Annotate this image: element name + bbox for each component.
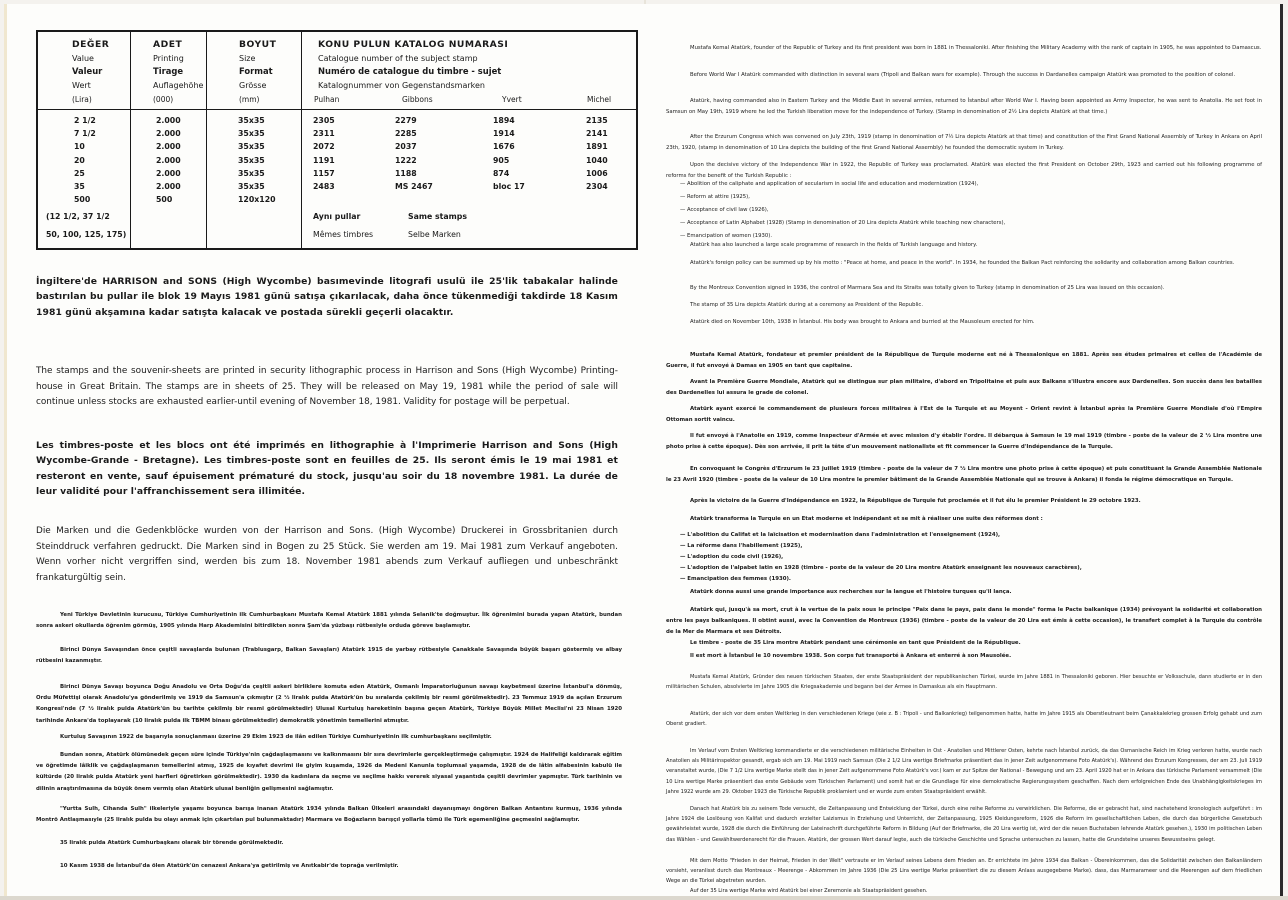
header-tr: KONU PULUN KATALOG NUMARASI	[318, 39, 509, 50]
cell-michel: 1006	[586, 168, 608, 178]
paragraph-text: Mustafa Kemal Atatürk, fondateur et premier président de la République de Turquie moderne est né à Thessalonique en 1881. Après ses études primaires et celles de l'Académie de Guerre, il fut envoyé à Damas en 1905 en tant que capitaine.	[666, 352, 1262, 369]
list-item	[680, 530, 1276, 541]
printing-info-de: Die Marken und die Gedenkblöcke wurden von der Harrison and Sons. (High Wycombe) Druckerei in Grossbritanien durch Steinddruck verfahren gedruckt. Die Marken sind in Bogen zu 25 Stück. Sie werden am 19. Mai 1981 zum Verkauf angeboten. Wenn vorher nicht vergriffen sind, werden bis zum 18. November 1981 abends zum Verkauf aufliegen und unbeschränkt frankaturgültig sein.	[36, 526, 618, 583]
paragraph-text: Im Verlauf vom Ersten Weltkrieg kommandierte er die verschiedenen militärische Einheiten in Ost - Anatolien und Mittlerer Osten, kehrte nach İstanbul zurück, da das Osmanische Reich im Krieg verloren hatte, wurde nach Anatolien als Militärinspektor gesandt, ergab sich am 19. Mai 1919 nach Samsun (Die 2 1/2 Lira wertige Briefmarke präsentiert das in jener Zeit aufgenommene Foto Atatürk's). Während des Erzurum Kongresses, der am 23. Juli 1919 veranstaltet wurde, (Die 7 1/2 Lira wertige Marke stellt das in jener Zeit aufgenommene Foto Atatürk's vor.) kam er zur Spitze der National - Bewegung und am 23. April 1920 hat er in Ankara das türkische Parlament versammelt (Die 10 Lira wertige Marke präsentiert das erste Gebäude vom Türkischen Parlament) und somit hat er die Grundlage für eine demokratische Regierungssystem geschaffen. Nach dem erfolgreichen Ende des Unabhängigkeitskrieges im Jahre 1922 wurde am 29. Oktober 1923 die Türkische Republik proklamiert und er wurde zum ersten Staatspräsident erwählt.	[666, 748, 1262, 795]
page-edge	[0, 896, 1288, 900]
paragraph-text: Atatürk transforma la Turquie en un Etat moderne et indépendant et se mit à réaliser une suite des réformes dont :	[690, 516, 1043, 522]
paragraph	[666, 638, 1262, 649]
paragraph-text: Birinci Dünya Savaşından önce çeşitli savaşlarda bulunan (Trablusgarp, Balkan Savaşları) Atatürk 1915 de yarbay rütbesiyle Çanakkale Savaşında büyük başarı göstermiş ve albay rütbesini kazanmıştır.	[36, 647, 622, 665]
column-size	[206, 32, 302, 248]
catalogue-col-pulhan: Pulhan	[314, 95, 340, 104]
paragraph-text: — Emancipation des femmes (1930).	[680, 576, 791, 582]
cell-printing: 2.000	[156, 142, 181, 152]
cell-gibbons: 2285	[395, 129, 417, 139]
cell-gibbons: 2279	[395, 116, 417, 125]
printing-info-en: The stamps and the souvenir-sheets are printed in security lithographic process in Harrison and Sons (High Wycombe) Printing-house in Great Britain. The stamps are in sheets of 25. They will be released on May 19, 1981 while the period of sale will continue unless stocks are exhausted earlier-until evening of November 18, 1981. Validity for postage will be perpetual.	[36, 366, 618, 407]
cell-value: 500	[74, 195, 91, 205]
paragraph-text: Upon the decisive victory of the Independence War in 1922, the Republic of Turkey was proclamated. Atatürk was elected the first President on October 29th, 1923 and carried out his following programme of reforms for the benefit of the Turkish Republic :	[666, 162, 1262, 179]
paragraph	[666, 886, 1262, 896]
printing-info-fr: Les timbres-poste et les blocs ont été imprimés en lithographie à l'Imprimerie Harrison and Sons (High Wycombe-Grande - Bretagne). Les timbres-poste sont en feuilles de 25. Ils seront émis le 19 mai 1981 et resteront en vente, sauf épuisement prématuré du stock, jusqu'au soir du 18 novembre 1981. La durée de leur validité pour l'affranchissement sera illimitée.	[36, 440, 618, 497]
paragraph	[36, 861, 622, 872]
same-stamps-tr: Aynı pullar	[313, 212, 361, 221]
cell-yvert: 1676	[493, 142, 515, 152]
list-item	[680, 179, 1276, 190]
list-item	[680, 218, 1276, 229]
paragraph	[36, 732, 622, 743]
cell-gibbons: 1188	[395, 168, 417, 178]
paragraph	[666, 651, 1262, 662]
cell-printing: 2.000	[156, 155, 181, 165]
paragraph	[666, 431, 1262, 453]
paragraph-text: — Acceptance of Latin Alphabet (1928) (Stamp in denomination of 20 Lira depicts Atatürk while teaching new characters),	[680, 220, 1006, 226]
paragraph-text: Auf der 35 Lira wertige Marke wird Atatürk bei einer Zeremonie als Staatspräsident gesehen.	[690, 888, 928, 894]
cell-michel: 2141	[586, 129, 608, 139]
paragraph	[666, 43, 1262, 54]
paragraph-text: Atatürk died on November 10th, 1938 in İstanbul. His body was brought to Ankara and burried at the Mausoleum erected for him.	[690, 319, 1035, 325]
paragraph-text: Avant la Première Guerre Mondiale, Atatürk qui se distingua sur plan militaire, d'abord en Tripolitaine et puis aux Balkans s'illustra encore aux Dardenelles. Son succès dans les batailles des Dardenelles lui assura le grade de colonel.	[666, 379, 1262, 396]
left-page	[4, 4, 647, 896]
paragraph-text: — Reform at attire (1925),	[680, 194, 750, 200]
list-item	[680, 574, 1276, 585]
list-item	[680, 205, 1276, 216]
cell-yvert: 1914	[493, 129, 515, 139]
cell-pulhan: 2305	[313, 116, 335, 125]
paragraph-text: — Abolition of the caliphate and application of secularism in social life and education and modernization (1924),	[680, 181, 979, 187]
paragraph-text: En convoquant le Congrès d'Erzurum le 23 juillet 1919 (timbre - poste de la valeur de 7 ½ Lira montre une photo prise à cette époque) et puis constituant la Grande Assemblée Nationale le 23 Avril 1920 (timbre - poste de la valeur de 10 Lira montre le premier bâtiment de la Grande Assemblée Nationale qui se trouve à Ankara) il fonda le régime démocratique en Turquie.	[666, 466, 1262, 483]
paragraph-text: "Yurtta Sulh, Cihanda Sulh" ilkeleriyle yaşamı boyunca barışa inanan Atatürk 1934 yılında Balkan Ülkeleri arasındaki dayanışmayı öngören Balkan Antantını kurmuş, 1936 yılında Montrö Antlaşmasıyle (25 liralık pulda bu olayı anmak için çıkartılan pul bulunmaktadır) Marmara ve Boğazların barışçıl yollarla tümü ile Türk egemenliğine geçmesini sağlamıştır.	[36, 806, 622, 824]
stamp-table	[36, 30, 638, 250]
paragraph	[666, 404, 1262, 426]
paragraph-text: — L'abolition du Califat et la laïcisation et modernisation dans l'administration et l'enseignement (1924),	[680, 532, 1001, 538]
cell-michel: 2135	[586, 116, 608, 125]
header-de: Katalognummer von Gegenstandsmarken	[318, 80, 486, 90]
cell-pulhan: 2311	[313, 129, 335, 139]
catalogue-col-michel: Michel	[587, 95, 612, 104]
cell-michel: 1891	[586, 142, 608, 152]
cell-pulhan: 1191	[313, 155, 335, 165]
cell-size: 35x35	[238, 155, 265, 165]
cell-size: 35x35	[238, 116, 265, 125]
paragraph-text: Atatürk donna aussi une grande importance aux recherches sur la langue et l'histoire turques qu'il lança.	[690, 589, 1012, 595]
cell-size: 35x35	[238, 129, 265, 139]
paragraph-text: Il fut envoyé à l'Anatolie en 1919, comme Inspecteur d'Armée et avec mission d'y établir l'ordre. Il débarqua à Samsun le 19 mai 1919 (timbre - poste de la valeur de 2 ½ Lira montre une photo prise à cette époque). Dès son arrivée, il prit la tête d'un mouvement nationaliste et fit commencer la Guerre d'Indépendance de la Turquie.	[666, 433, 1262, 450]
size-header	[239, 38, 276, 92]
column-printing	[130, 32, 207, 248]
header-tr: ADET	[153, 39, 183, 50]
paragraph-text: Atatürk ayant exercé le commandement de plusieurs forces militaires à l'Est de la Turquie et au Moyent - Orient revint à İstanbul après la Première Guerre Mondiale d'où l'Empire Ottoman sortit vaincu.	[666, 406, 1262, 423]
paragraph-text: Atatürk qui, jusqu'à sa mort, crut à la vertue de la paix sous le principe "Paix dans le pays, paix dans le monde" forma le Pacte balkanique (1934) prévoyant la solidarité et collaboration entre les pays balkaniques. Il obtint aussi, avec la Convention de Montreux (1936) (timbre - poste de la valeur de 20 Lira est émis à cette occasion), le transfert complet à la Turquie du contrôle de la Mer de Marmara et ses Détroits.	[666, 607, 1262, 635]
header-fr: Valeur	[72, 66, 103, 76]
header-fr: Numéro de catalogue du timbre - sujet	[318, 66, 502, 76]
header-en: Catalogue number of the subject stamp	[318, 53, 478, 63]
list-item	[680, 552, 1276, 563]
header-divider	[38, 109, 636, 110]
printing-header	[153, 38, 203, 92]
paragraph-text: Mustafa Kemal Atatürk, founder of the Republic of Turkey and its first president was born in 1881 in Thessaloniki. After finishing the Military Academy with the rank of captain in 1905, he was appointed to Damascus.	[690, 45, 1262, 51]
cell-pulhan: 1157	[313, 168, 335, 178]
paragraph	[666, 240, 1262, 251]
header-tr: DEĞER	[72, 39, 110, 50]
catalogue-header	[318, 38, 508, 92]
paragraph	[666, 132, 1262, 154]
list-item	[680, 563, 1276, 574]
paragraph-text: Après la victoire de la Guerre d'Indépendance en 1922, la République de Turquie fut proclamée et il fut élu le premier Président le 29 octobre 1923.	[690, 498, 1141, 504]
same-stamps-fr: Mêmes timbres	[313, 230, 374, 239]
cell-michel: 1040	[586, 155, 608, 165]
paragraph	[666, 605, 1262, 637]
cell-value: 20	[74, 155, 85, 165]
paragraph	[666, 804, 1262, 845]
paragraph-text: 35 liralık pulda Atatürk Cumhurbaşkanı olarak bir törende görülmektedir.	[60, 840, 284, 846]
cell-yvert: 905	[493, 155, 510, 165]
paragraph	[666, 856, 1262, 887]
paragraph	[666, 746, 1262, 797]
header-de: Wert	[72, 80, 91, 90]
header-tr: BOYUT	[239, 39, 277, 50]
printing-info-tr: İngiltere'de HARRISON and SONS (High Wycombe) basımevinde litografi usulü ile 25'lik tabakalar halinde bastırılan bu pullar ile blok 19 Mayıs 1981 günü satışa çıkarılacak, daha önce tükenmediği takdirde 18 Kasım 1981 günü akşamına kadar satışta kalacak ve postada sürekli geçerli olacaktır.	[36, 276, 618, 318]
cell-yvert: 1894	[493, 116, 515, 125]
paragraph	[666, 300, 1262, 311]
cell-value: 7 1/2	[74, 129, 96, 139]
paragraph-text: Mustafa Kemal Atatürk, Gründer des neuen türkischen Staates, der erste Staatspräsident der republikanischen Türkei, wurde im Jahre 1881 in Thessaloniki geboren. Hier besuchte er Volksschule, dann studierte er in den militärischen Schulen, absolvierte im Jahre 1905 die Kriegsakademie und begann bei der Armee in Damaskus als ein Hauptmann.	[666, 674, 1262, 691]
list-item	[680, 541, 1276, 552]
cell-pulhan: 2483	[313, 182, 335, 191]
same-stamps-de: Selbe Marken	[408, 230, 461, 239]
cell-gibbons: 1222	[395, 155, 417, 165]
paragraph	[666, 70, 1262, 81]
paragraph-text: Danach hat Atatürk bis zu seinem Tode versucht, die Zeitanpassung und Entwicklung der Türkei, durch eine reihe Reforme zu verwirklichen. Die Reforme, die er gebracht hat, sind nachstehend kronologisch aufgeführt : im Jahre 1924 die Loslösung von Kalifat und dadurch erzielter Laizismus in Erziehung und Unterricht, der Zeitanpassung, 1925 Kleidungsreform, 1926 die Reform im gesellschaftlichen Leben, die durch das bürgerliche Gesetzbuch gewährleistet wurde, 1928 die durch die Einführung der Lateinschrift durchgeführte Reform in Bildung (Auf der Briefmarke, die 20 Lira wertig ist, wird der die neuen Buchstaben lehrende Atatürk gesehen.), 1930 im politischen Leben das Wählen - und Gewähltwerdensrecht für die Frauen. Atatürk, der grossen Wert darauf legte, auch die türkische Geschichte und Sprache untersuchen zu lassen, hatte die Grundsteine unseres Bewusstseins gelegt.	[666, 806, 1262, 843]
header-de: Auflagehöhe	[153, 80, 204, 90]
paragraph	[666, 377, 1262, 399]
paragraph-text: Kurtuluş Savaşının 1922 de başarıyla sonuçlanması üzerine 29 Ekim 1923 de ilân edilen Türkiye Cumhuriyetinin ilk cumhurbaşkanı seçilmiştir.	[60, 734, 492, 740]
catalogue-col-gibbons: Gibbons	[402, 95, 433, 104]
paragraph	[36, 645, 622, 667]
header-fr: Tirage	[153, 66, 184, 76]
paragraph-text: The stamp of 35 Lira depicts Atatürk during at a ceremony as President of the Republic.	[690, 302, 924, 308]
cell-gibbons: MS 2467	[395, 182, 433, 191]
header-de: Grösse	[239, 80, 267, 90]
cell-value: 25	[74, 168, 85, 178]
paragraph	[666, 258, 1262, 269]
paragraph	[666, 317, 1262, 328]
cell-size: 35x35	[238, 182, 265, 191]
paragraph	[666, 672, 1262, 692]
paragraph-text: Le timbre - poste de 35 Lira montre Atatürk pendant une cérémonie en tant que Président de la République.	[690, 640, 1021, 646]
value-unit: (Lira)	[72, 95, 92, 104]
list-item	[680, 192, 1276, 203]
cell-yvert: bloc 17	[493, 182, 525, 191]
cell-printing: 500	[156, 195, 173, 205]
paragraph-text: Before World War I Atatürk commanded with distinction in several wars (Tripoli and Balkan wars for example). Through the success in Dardanelles campaign Atatürk was promoted to the position of colonel.	[690, 72, 1236, 78]
cell-size: 35x35	[238, 142, 265, 152]
header-en: Size	[239, 53, 256, 63]
paragraph-text: — La réforme dans l'habillement (1925),	[680, 543, 803, 549]
same-stamps-en: Same stamps	[408, 212, 467, 221]
paragraph	[666, 464, 1262, 486]
cell-printing: 2.000	[156, 168, 181, 178]
paragraph	[36, 610, 622, 632]
paragraph-text: Atatürk has also launched a large scale programme of research in the fields of Turkish language and history.	[690, 242, 978, 248]
cell-printing: 2.000	[156, 182, 181, 191]
paragraph	[666, 283, 1262, 294]
cell-pulhan: 2072	[313, 142, 335, 152]
paragraph-text: — L'adoption du code civil (1926),	[680, 554, 784, 560]
paragraph-text: Il est mort à İstanbul le 10 novembre 1938. Son corps fut transporté à Ankara et enterré à son Mausolée.	[690, 653, 1012, 659]
cell-size: 35x35	[238, 168, 265, 178]
paragraph	[36, 838, 622, 849]
paragraph-text: — L'adoption de l'alpabet latin en 1928 (timbre - poste de la valeur de 20 Lira montre Atatürk enseignant les nouveaux caractères),	[680, 565, 1082, 571]
paragraph	[666, 496, 1262, 507]
paragraph	[36, 750, 622, 795]
cell-michel: 2304	[586, 182, 608, 191]
paragraph-text: 10 Kasım 1938 de İstanbul'da ölen Atatürk'ün cenazesi Ankara'ya getirilmiş ve Anıtkabir'de toprağa verilmiştir.	[60, 863, 399, 869]
paragraph	[666, 96, 1262, 118]
paragraph-text: After the Erzurum Congress which was convened on July 23th, 1919 (stamp in denomination of 7½ Lira depicts Atatürk at that time) and constitution of the First Grand National Assembly of Turkey in Ankara on April 23th, 1920, (stamp in denomination of 10 Lira depicts the building of the first Grand National Assembly) he founded the democratic system in Turkey.	[666, 134, 1262, 151]
header-fr: Format	[239, 66, 273, 76]
paragraph-text: By the Montreux Convention signed in 1936, the control of Marmara Sea and its Straits was totally given to Turkey (stamp in denomination of 25 Lira was issued on this occasion).	[690, 285, 1165, 291]
paragraph	[36, 682, 622, 727]
paragraph	[666, 350, 1262, 372]
paragraph	[36, 804, 622, 826]
paragraph	[666, 587, 1262, 598]
cell-yvert: 874	[493, 168, 510, 178]
catalogue-col-yvert: Yvert	[502, 95, 522, 104]
paragraph	[666, 709, 1262, 729]
extra-values-line1: (12 1/2, 37 1/2	[46, 212, 110, 221]
header-en: Printing	[153, 53, 184, 63]
printing-unit: (000)	[153, 95, 174, 104]
cell-printing: 2.000	[156, 129, 181, 139]
cell-gibbons: 2037	[395, 142, 417, 152]
header-en: Value	[72, 53, 94, 63]
paragraph-text: — Acceptance of civil law (1926),	[680, 207, 769, 213]
value-header	[72, 38, 109, 92]
paragraph-text: Birinci Dünya Savaşı boyunca Doğu Anadolu ve Orta Doğu'da çeşitli askeri birliklere komuta eden Atatürk, Osmanlı İmparatorluğunun savaşı kaybetmesi üzerine İstanbul'a dönmüş, Ordu Müfettişi olarak Anadolu'ya gönderilmiş ve 1919 da Samsun'a çıkmıştır (2 ½ liralık pulda Atatürk'ün bu sıralarda çekilmiş bir resmi görülmektedir). 23 Temmuz 1919 da açılan Erzurum Kongresi'nde (7 ½ liralık pulda Atatürk'ün bu tarihte çekilmiş bir resmi görülmektedir) Ulusal Kurtuluş hareketinin başına geçen Atatürk, Türkiye Büyük Millet Meclisi'ni 23 Nisan 1920 tarihinde Ankara'da toplayarak (10 liralık pulda ilk TBMM binası görülmektedir) demokratik yönetimin temellerini atmıştır.	[36, 684, 622, 724]
extra-values-line2: 50, 100, 125, 175)	[46, 230, 127, 239]
paragraph-text: Mit dem Motto "Frieden in der Heimat, Frieden in der Welt" vertraute er im Verlauf seines Lebens dem Frieden an. Er errichtete im Jahre 1934 das Balkan - Übereinkommen, das die Solidarität zwischen den Balkanländern vorsieht, veranlisst durch das Montreaux - Meerenge - Abkommen im Jahre 1936 (Die 25 Lira wertige Marke präsentiert die zu diesem Anlass ausgegebene Marke). dass, das Marmarameer und die Meerengen auf dem friedlichen Wege an die Türkei abgetreten wurden.	[666, 858, 1262, 885]
paragraph-text: Atatürk, having commanded also in Eastern Turkey and the Middle East in several armies, returned to İstanbul after World War I. Having been appointed as Army Inspector, he was sent to Anatolia. He set foot in Samsun on May 19th, 1919 where he led the Turkish liberation move for the independence of Turkey. (Stamp in denomination of 2½ Lira depicts Atatürk at that time.)	[666, 98, 1262, 115]
paragraph-text: Atatürk's foreign policy can be summed up by his motto : "Peace at home, and peace in the world". In 1934, he founded the Balkan Pact reinforcing the solidarity and collaboration among Balkan countries.	[690, 260, 1235, 266]
cell-value: 10	[74, 142, 85, 152]
size-unit: (mm)	[239, 95, 260, 104]
paragraph	[666, 514, 1262, 525]
cell-value: 2 1/2	[74, 116, 96, 125]
paragraph-text: Atatürk, der sich vor dem ersten Weltkrieg in den verschiedenen Kriege (wie z. B : Tripoli - und Balkankrieg) teilgenommen hatte, hatte im Jahre 1915 als Oberstleutnant beim Çanakkalekrieg grossen Erfolg gehabt und zum Oberst gradiert.	[666, 711, 1262, 728]
right-page	[646, 4, 1283, 896]
paragraph-text: Yeni Türkiye Devletinin kurucusu, Türkiye Cumhuriyetinin ilk Cumhurbaşkanı Mustafa Kemal Atatürk 1881 yılında Selanik'te doğmuştur. İlk öğrenimini burada yapan Atatürk, bundan sonra askeri okullarda öğrenim görmüş, 1905 yılında Harp Akademisini bitirdikten sonra Şam'da yüzbaşı rütbesiyle orduda göreve başlamıştır.	[36, 612, 622, 630]
cell-size: 120x120	[238, 195, 276, 205]
cell-printing: 2.000	[156, 116, 181, 125]
paragraph-text: Bundan sonra, Atatürk ölümünedek geçen süre içinde Türkiye'nin çağdaşlaşmasını ve kalkınmasını bir sıra devrimlerle gerçekleştirmeğe çalışmıştır. 1924 de Halifeliği kaldırarak eğitim ve öğretimde lâiklik ve çağdaşlaşmanın temellerini atmış, 1925 de kıyafet devrimi ile giyim kuşamda, 1926 da Medeni Kanunla toplumsal yaşamda, 1928 de de lâtin alfabesinin kabulü ile kültürde (20 liralık pulda Atatürk yeni harfleri öğretirken görülmektedir). 1930 da kadınlara da seçme ve seçilme hakkı vererek siyasal yaşantıda çeşitli devrimler yapmıştır. Türk tarihinin ve dilinin araştırılmasına da büyük önem vermiş olan Atatürk ulusal benliğin gelişmesini sağlamıştır.	[36, 752, 622, 792]
cell-value: 35	[74, 182, 85, 191]
paragraph-text: — Emancipation of women (1930).	[680, 233, 773, 239]
